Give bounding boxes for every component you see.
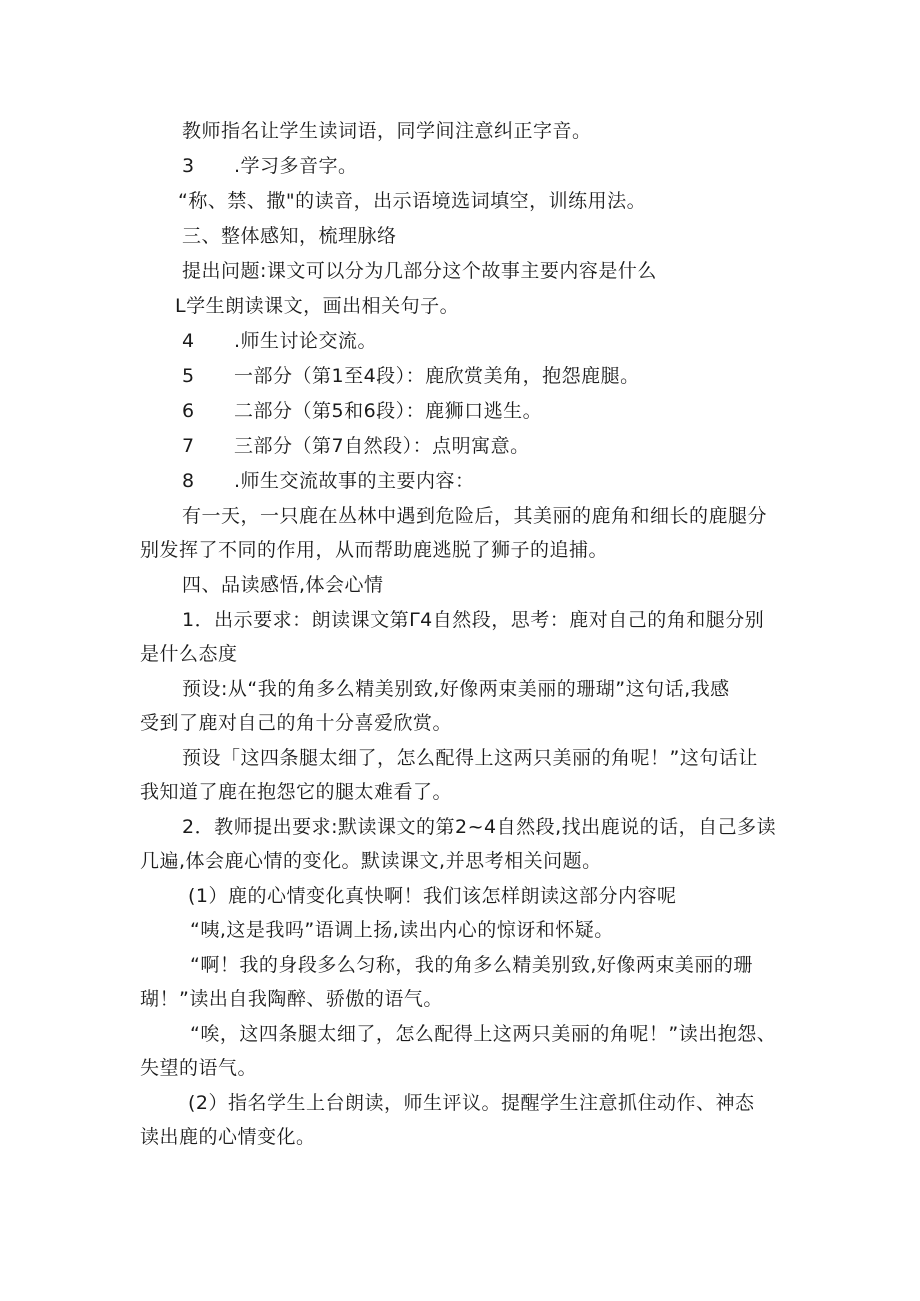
numbered-item — [182, 328, 377, 354]
paragraph-line: 是什么态度 — [140, 643, 238, 665]
item-text: .学习多音字。 — [234, 155, 358, 177]
numbered-item — [182, 433, 530, 459]
paragraph-line: 有一天，一只鹿在丛林中遇到危险后，其美丽的鹿角和细长的鹿腿分 — [182, 505, 768, 527]
paragraph-line: (1）鹿的心情变化真快啊！我们该怎样朗读这部分内容呢 — [188, 885, 677, 907]
numbered-item — [182, 153, 358, 179]
item-number: 6 — [182, 400, 195, 422]
paragraph-line: 提出问题:课文可以分为几部分这个故事主要内容是什么 — [182, 260, 657, 282]
paragraph-line: 1．出示要求：朗读课文第Γ4自然段，思考：鹿对自己的角和腿分别 — [182, 609, 765, 631]
numbered-item — [182, 398, 542, 424]
item-number: 4 — [182, 330, 195, 352]
paragraph-line: 预设:从“我的角多么精美别致,好像两束美丽的珊瑚”这句话,我感 — [182, 678, 730, 700]
paragraph-line: 几遍,体会鹿心情的变化。默读课文,并思考相关问题。 — [140, 850, 602, 872]
item-number: 8 — [182, 470, 195, 492]
section-heading: 三、整体感知，梳理脉络 — [182, 225, 397, 247]
paragraph-line: L学生朗读课文，画出相关句子。 — [175, 295, 460, 317]
item-text: .师生交流故事的主要内容： — [234, 470, 475, 492]
paragraph-line: “啊！我的身段多么匀称，我的角多么精美别致,好像两束美丽的珊 — [190, 954, 753, 976]
paragraph-line: “称、禁、撒"的读音，出示语境选词填空，训练用法。 — [178, 190, 647, 212]
paragraph-line: (2）指名学生上台朗读，师生评议。提醒学生注意抓住动作、神态 — [188, 1092, 755, 1114]
numbered-item — [182, 468, 475, 494]
item-text: 二部分（第5和6段）：鹿狮口逃生。 — [234, 400, 543, 422]
paragraph-line: 我知道了鹿在抱怨它的腿太难看了。 — [140, 781, 453, 803]
item-text: .师生讨论交流。 — [234, 330, 378, 352]
paragraph-line: “唉，这四条腿太细了，怎么配得上这两只美丽的角呢！”读出抱怨、 — [190, 1023, 777, 1045]
paragraph-line: 2．教师提出要求:默读课文的第2~4自然段,找出鹿说的话，自己多读 — [182, 816, 777, 838]
item-text: 三部分（第7自然段）：点明寓意。 — [234, 435, 530, 457]
item-number: 5 — [182, 365, 195, 387]
paragraph-line: 读出鹿的心情变化。 — [140, 1126, 316, 1148]
paragraph-line: 教师指名让学生读词语，同学间注意纠正字音。 — [182, 120, 592, 142]
paragraph-line: 受到了鹿对自己的角十分喜爱欣赏。 — [140, 712, 453, 734]
paragraph-line: 预设「这四条腿太细了，怎么配得上这两只美丽的角呢！”这句话让 — [182, 747, 758, 769]
paragraph-line: 别发挥了不同的作用，从而帮助鹿逃脱了狮子的追捕。 — [140, 539, 609, 561]
item-number: 3 — [182, 155, 195, 177]
section-heading: 四、品读感悟,体会心情 — [182, 574, 384, 596]
paragraph-line: 失望的语气。 — [140, 1057, 258, 1079]
paragraph-line: “咦,这是我吗”语调上扬,读出内心的惊讶和怀疑。 — [190, 919, 614, 941]
numbered-item — [182, 363, 640, 389]
item-text: 一部分（第1至4段）：鹿欣赏美角，抱怨鹿腿。 — [234, 365, 640, 387]
item-number: 7 — [182, 435, 195, 457]
paragraph-line: 瑚！”读出自我陶醉、骄傲的语气。 — [140, 988, 443, 1010]
